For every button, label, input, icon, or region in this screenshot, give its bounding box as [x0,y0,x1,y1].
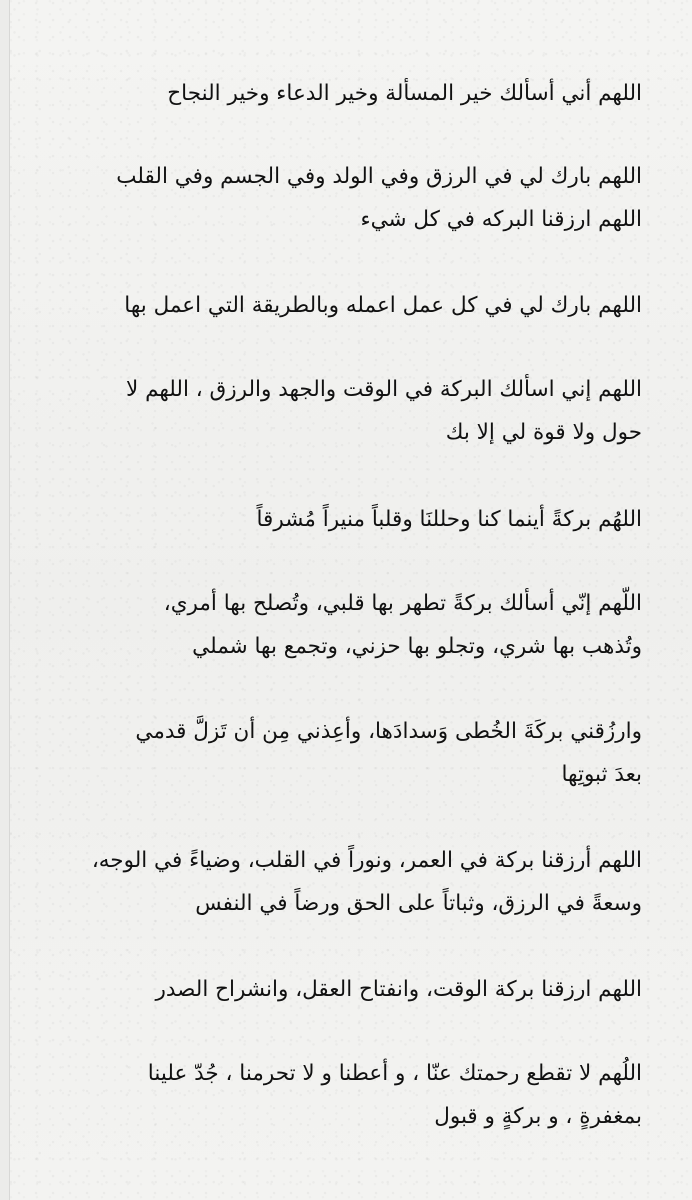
paragraph-9 [50,968,642,1011]
text-line: اللُهم لا تقطع رحمتك عنّا ، و أعطنا و لا تحرمنا ، جُدّ علينا [147,1061,642,1086]
text-line: اللهم ارزقنا البركه في كل شيء [360,207,642,232]
text-line: وسعةً في الرزق، وثباتاً على الحق ورضاً في النفس [195,891,642,916]
page-edge [0,0,10,1200]
text-line: اللهم إني اسألك البركة في الوقت والجهد والرزق ، اللهم لا [125,377,642,402]
text-line: بمغفرةٍ ، و بركةٍ و قبول [434,1104,642,1129]
text-line: اللّهم إنّي أسألك بركةً تطهر بها قلبي، وتُصلح بها أمري، [163,591,642,616]
paragraph-10 [50,1052,642,1138]
text-line: اللهم أني أسألك خير المسألة وخير الدعاء وخير النجاح [167,81,642,106]
text-line: وتُذهب بها شري، وتجلو بها حزني، وتجمع بها شملي [192,634,642,659]
paragraph-6 [50,582,642,668]
paragraph-2 [50,155,642,241]
text-line: وارزُقني بركَةَ الخُطى وَسدادَها، وأعِذني مِن أن تَزلَّ قدمي [135,719,642,744]
text-line: حول ولا قوة لي إلا بك [445,420,642,445]
paragraph-8 [50,839,642,925]
text-line: اللهم ارزقنا بركة الوقت، وانفتاح العقل، وانشراح الصدر [155,977,642,1002]
paragraph-5 [50,498,642,541]
paragraph-7 [50,710,642,796]
text-line: اللهم أرزقنا بركة في العمر، ونوراً في القلب، وضياءً في الوجه، [91,848,642,873]
text-line: بعدَ ثبوتِها [561,762,642,787]
text-line: اللهُم بركةً أينما كنا وحللنَا وقلباً منيراً مُشرقاً [256,507,642,532]
paragraph-1 [50,72,642,115]
text-line: اللهم بارك لي في الرزق وفي الولد وفي الجسم وفي القلب [116,164,642,189]
paragraph-4 [50,368,642,454]
text-line: اللهم بارك لي في كل عمل اعمله وبالطريقة التي اعمل بها [124,293,642,318]
paragraph-3 [50,284,642,327]
